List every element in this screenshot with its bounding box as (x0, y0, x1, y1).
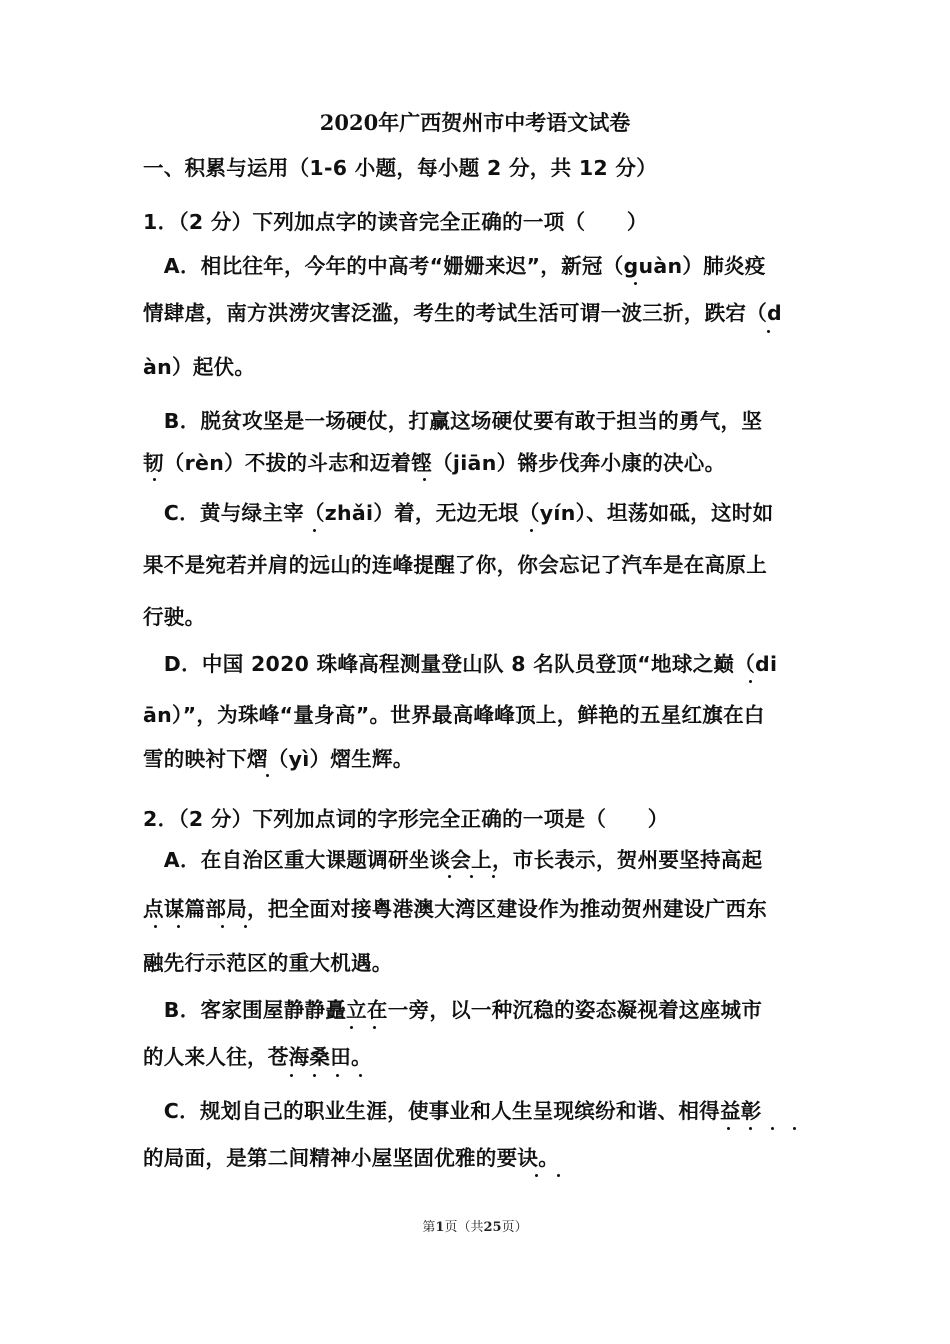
emphasis-dot (313, 529, 316, 532)
emphasis-dot (448, 875, 451, 878)
emphasis-dot (336, 1074, 339, 1077)
emphasis-dot (749, 680, 752, 683)
question-1-option-a-line-2: 情肆虐，南方洪涝灾害泛滥，考生的考试生活可谓一波三折，跌宕（d (143, 301, 782, 325)
emphasis-dot (771, 1127, 774, 1130)
emphasis-dot (244, 925, 247, 928)
emphasis-dot (634, 282, 637, 285)
question-2-option-c-line-2: 的局面，是第二间精神小屋坚固优雅的要诀。 (143, 1146, 559, 1170)
question-1-option-c-line-1: C．黄与绿主宰（zhǎi）着，无边无垠（yín）、坦荡如砥，这时如 (143, 501, 774, 525)
emphasis-dot (266, 774, 269, 777)
emphasis-dot (373, 1026, 376, 1029)
emphasis-dot (290, 1074, 293, 1077)
emphasis-dot (793, 1127, 796, 1130)
emphasis-dot (153, 478, 156, 481)
footer-middle: 页（共 (444, 1220, 484, 1235)
emphasis-dot (154, 925, 157, 928)
emphasis-dot (359, 1074, 362, 1077)
question-2-option-c-line-1: C．规划自己的职业生涯，使事业和人生呈现缤纷和谐、相得益彰 (143, 1099, 762, 1123)
emphasis-dot (350, 1026, 353, 1029)
emphasis-dot (470, 875, 473, 878)
question-1-stem: 1．（2 分）下列加点字的读音完全正确的一项（ ） (143, 210, 648, 234)
question-1-option-a-line-3: àn）起伏。 (143, 355, 256, 379)
question-1-option-a-line-1: A．相比往年，今年的中高考“姗姗来迟”，新冠（guàn）肺炎疫 (143, 254, 766, 278)
emphasis-dot (423, 478, 426, 481)
question-1-option-b-line-1: B．脱贫攻坚是一场硬仗，打赢这场硬仗要有敢于担当的勇气，坚 (143, 409, 763, 433)
emphasis-dot (535, 1174, 538, 1177)
emphasis-dot (492, 875, 495, 878)
emphasis-dot (767, 330, 770, 333)
question-2-option-b-line-1: B．客家围屋静静矗立在一旁，以一种沉稳的姿态凝视着这座城市 (143, 998, 763, 1022)
section-heading: 一、积累与运用（1-6 小题，每小题 2 分，共 12 分） (143, 156, 658, 180)
emphasis-dot (177, 925, 180, 928)
page-title: 2020年广西贺州市中考语文试卷 (319, 110, 631, 135)
question-1-option-b-line-2: 韧（rèn）不拔的斗志和迈着铿（jiān）锵步伐奔小康的决心。 (143, 451, 726, 475)
question-1-option-d-line-1: D．中国 2020 珠峰高程测量登山队 8 名队员登顶“地球之巅（di (143, 652, 778, 676)
emphasis-dot (727, 1127, 730, 1130)
question-2-option-b-line-2: 的人来人往，苍海桑田。 (143, 1045, 372, 1069)
question-1-option-c-line-3: 行驶。 (143, 605, 206, 629)
page-footer (0, 1216, 950, 1235)
question-2-stem: 2．（2 分）下列加点词的字形完全正确的一项是（ ） (143, 807, 669, 831)
question-2-option-a-line-3: 融先行示范区的重大机遇。 (143, 951, 393, 975)
question-1-option-d-line-2: ān）”，为珠峰“量身高”。世界最高峰峰顶上，鲜艳的五星红旗在白 (143, 703, 765, 727)
question-1-option-d-line-3: 雪的映衬下熠（yì）熠生辉。 (143, 747, 414, 771)
emphasis-dot (749, 1127, 752, 1130)
emphasis-dot (313, 1074, 316, 1077)
footer-page-number: 1 (435, 1220, 445, 1235)
emphasis-dot (530, 529, 533, 532)
footer-prefix: 第 (422, 1220, 436, 1235)
question-2-option-a-line-2: 点谋篇部局，把全面对接粤港澳大湾区建设作为推动贺州建设广西东 (143, 897, 767, 921)
footer-suffix: 页） (501, 1220, 528, 1235)
question-2-option-a-line-1: A．在自治区重大课题调研坐谈会上，市长表示，贺州要坚持高起 (143, 848, 763, 872)
question-1-option-c-line-2: 果不是宛若并肩的远山的连峰提醒了你，你会忘记了汽车是在高原上 (143, 553, 767, 577)
emphasis-dot (557, 1174, 560, 1177)
footer-total-pages: 25 (483, 1220, 502, 1235)
emphasis-dot (221, 925, 224, 928)
